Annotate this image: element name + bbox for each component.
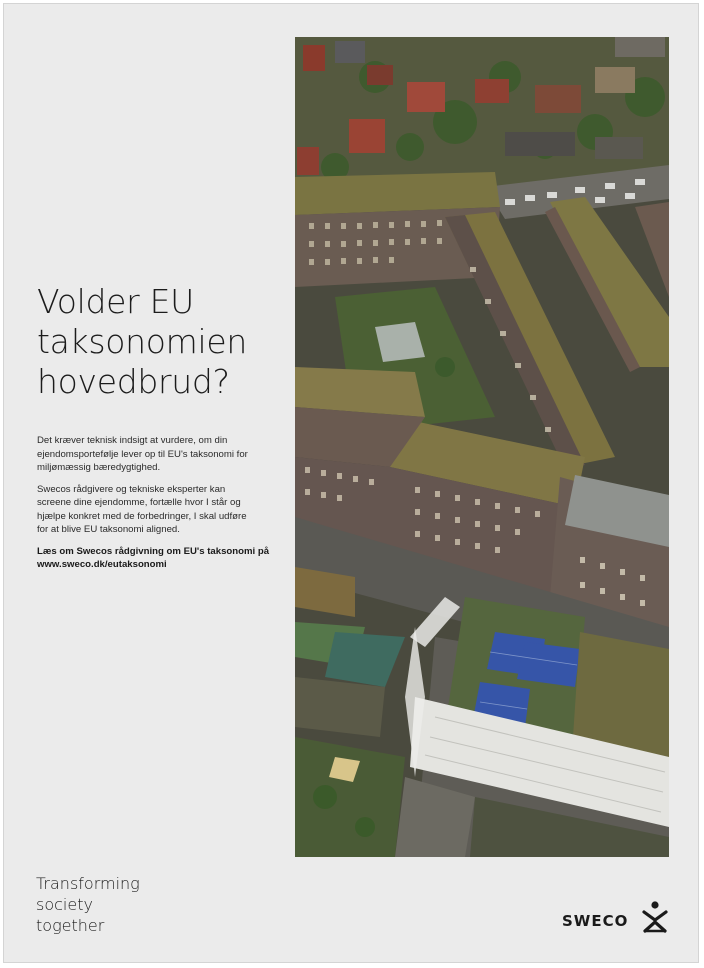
headline-line-2: taksonomien: [37, 322, 247, 361]
body-copy: [37, 434, 277, 572]
services-line-2: screene dine ejendomme, fortælle hvor I står og: [37, 497, 241, 508]
services-line-3: hjælpe konkret med de forbedringer, I skal udføre: [37, 510, 247, 522]
cta-line-1: Læs om Swecos rådgivning om EU's taksonomi på: [37, 545, 270, 557]
tagline: [36, 873, 196, 936]
tagline-line-1: Transforming: [36, 874, 140, 893]
tagline-line-2: society: [36, 895, 93, 914]
tagline-line-3: together: [36, 916, 105, 935]
aerial-photo: [295, 37, 669, 857]
services-paragraph: [37, 483, 277, 537]
headline: [37, 282, 277, 402]
intro-paragraph: [37, 434, 277, 475]
headline-line-1: Volder EU: [37, 282, 194, 321]
services-line-1: Swecos rådgivere og tekniske eksperter kan: [37, 483, 226, 495]
services-line-4: for at blive EU taksonomi aligned.: [37, 524, 180, 535]
sweco-person-icon: [641, 900, 669, 934]
intro-line-2: ejendomsportefølje lever op til EU's taksonomi for: [37, 448, 248, 460]
intro-line-3: miljømæssig bæredygtighed.: [37, 462, 161, 473]
aerial-photo-residential-buildings: [295, 37, 669, 857]
sweco-logo: [562, 900, 674, 934]
logo-wordmark: SWECO: [562, 912, 629, 930]
intro-line-1: Det kræver teknisk indsigt at vurdere, om din: [37, 435, 228, 446]
cta-url[interactable]: www.sweco.dk/eutaksonomi: [37, 559, 167, 570]
headline-line-3: hovedbrud?: [37, 362, 230, 401]
call-to-action: [37, 545, 277, 572]
